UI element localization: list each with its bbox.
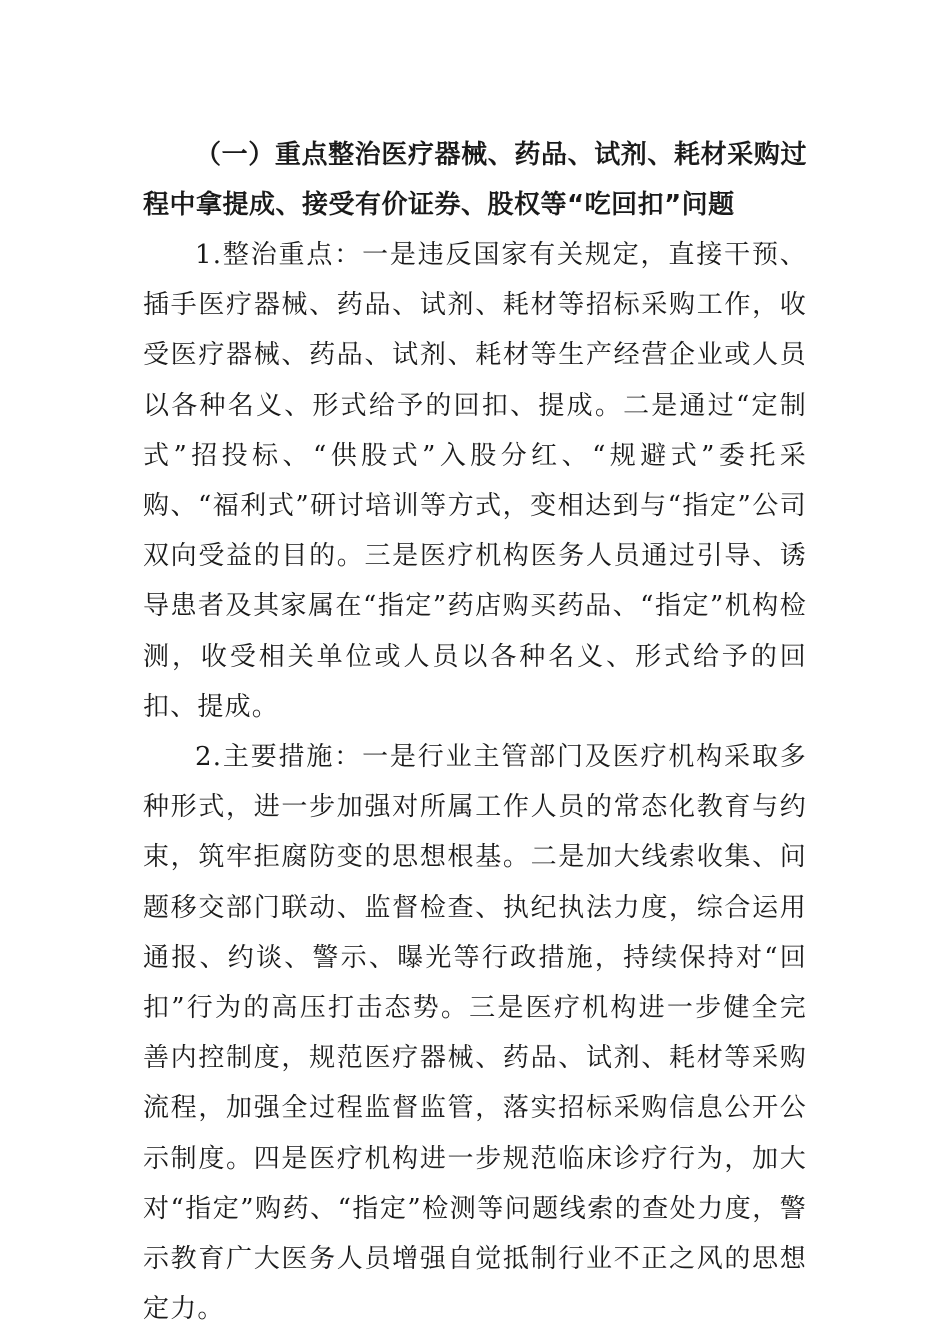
paragraph-main-measures: 2.主要措施：一是行业主管部门及医疗机构采取多种形式，进一步加强对所属工作人员的常态化教育与约束，筑牢拒腐防变的思想根基。二是加大线索收集、问题移交部门联动、监督检查、执纪执法力度，综合运用通报、约谈、警示、曝光等行政措施，持续保持对“回扣”行为的高压打击态势。三是医疗机构进一步健全完善内控制度，规范医疗器械、药品、试剂、耗材等采购流程，加强全过程监督监管，落实招标采购信息公开公示制度。四是医疗机构进一步规范临床诊疗行为，加大对“指定”购药、“指定”检测等问题线索的查处力度，警示教育广大医务人员增强自觉抵制行业不正之风的思想定力。	[143, 742, 807, 1325]
section-heading: （一）重点整治医疗器械、药品、试剂、耗材采购过程中拿提成、接受有价证券、股权等“吃回扣”问题	[143, 140, 807, 220]
paragraph-rectification-focus: 1.整治重点：一是违反国家有关规定，直接干预、插手医疗器械、药品、试剂、耗材等招标采购工作，收受医疗器械、药品、试剂、耗材等生产经营企业或人员以各种名义、形式给予的回扣、提成。二是通过“定制式”招投标、“供股式”入股分红、“规避式”委托采购、“福利式”研讨培训等方式，变相达到与“指定”公司双向受益的目的。三是医疗机构医务人员通过引导、诱导患者及其家属在“指定”药店购买药品、“指定”机构检测，收受相关单位或人员以各种名义、形式给予的回扣、提成。	[143, 240, 807, 722]
document-body	[143, 130, 807, 1334]
